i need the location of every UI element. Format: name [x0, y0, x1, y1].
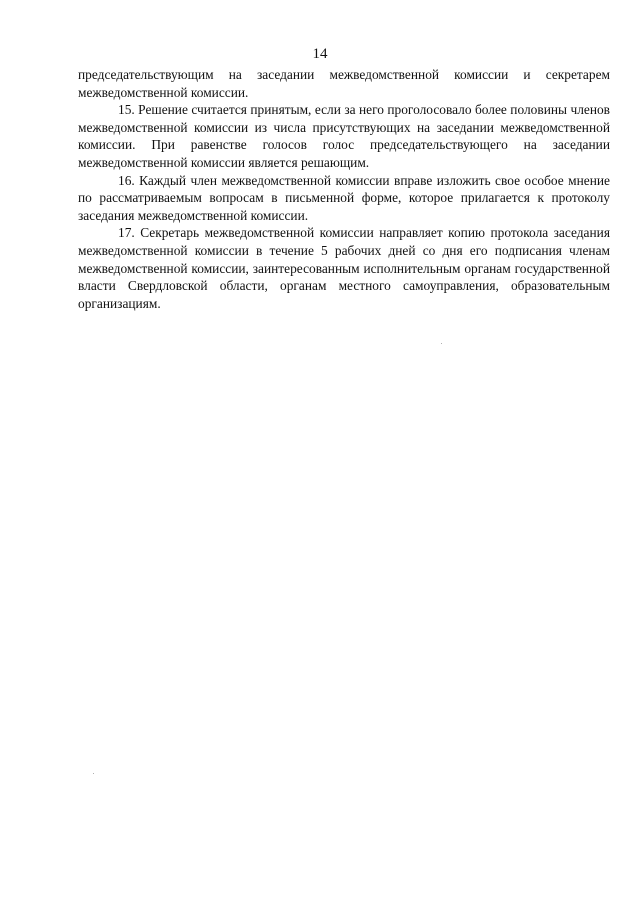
scan-speck	[441, 343, 442, 344]
paragraph-16: 16. Каждый член межведомственной комиссии вправе изложить свое особое мнение по рассматриваемым вопросам в письменной форме, которое прилагается к протоколу заседания межведомственной комиссии.	[78, 172, 610, 223]
paragraph-17: 17. Секретарь межведомственной комиссии направляет копию протокола заседания межведомственной комиссии в течение 5 рабочих дней со дня его подписания членам межведомственной комиссии, заинтересованным исполнительным органам государственной власти Свердловской области, органам местного самоуправления, образовательным организациям.	[78, 225, 610, 311]
paragraph-continuation: председательствующим на заседании межведомственной комиссии и секретарем межведомственной комиссии.	[78, 67, 610, 100]
page-number: 14	[312, 46, 328, 62]
scan-speck	[93, 773, 94, 774]
paragraph-15: 15. Решение считается принятым, если за него проголосовало более половины членов межведомственной комиссии из числа присутствующих на заседании межведомственной комиссии. При равенстве голосов голос председательствующего на заседании межведомственной комиссии является решающим.	[78, 102, 610, 170]
document-body	[78, 66, 610, 312]
